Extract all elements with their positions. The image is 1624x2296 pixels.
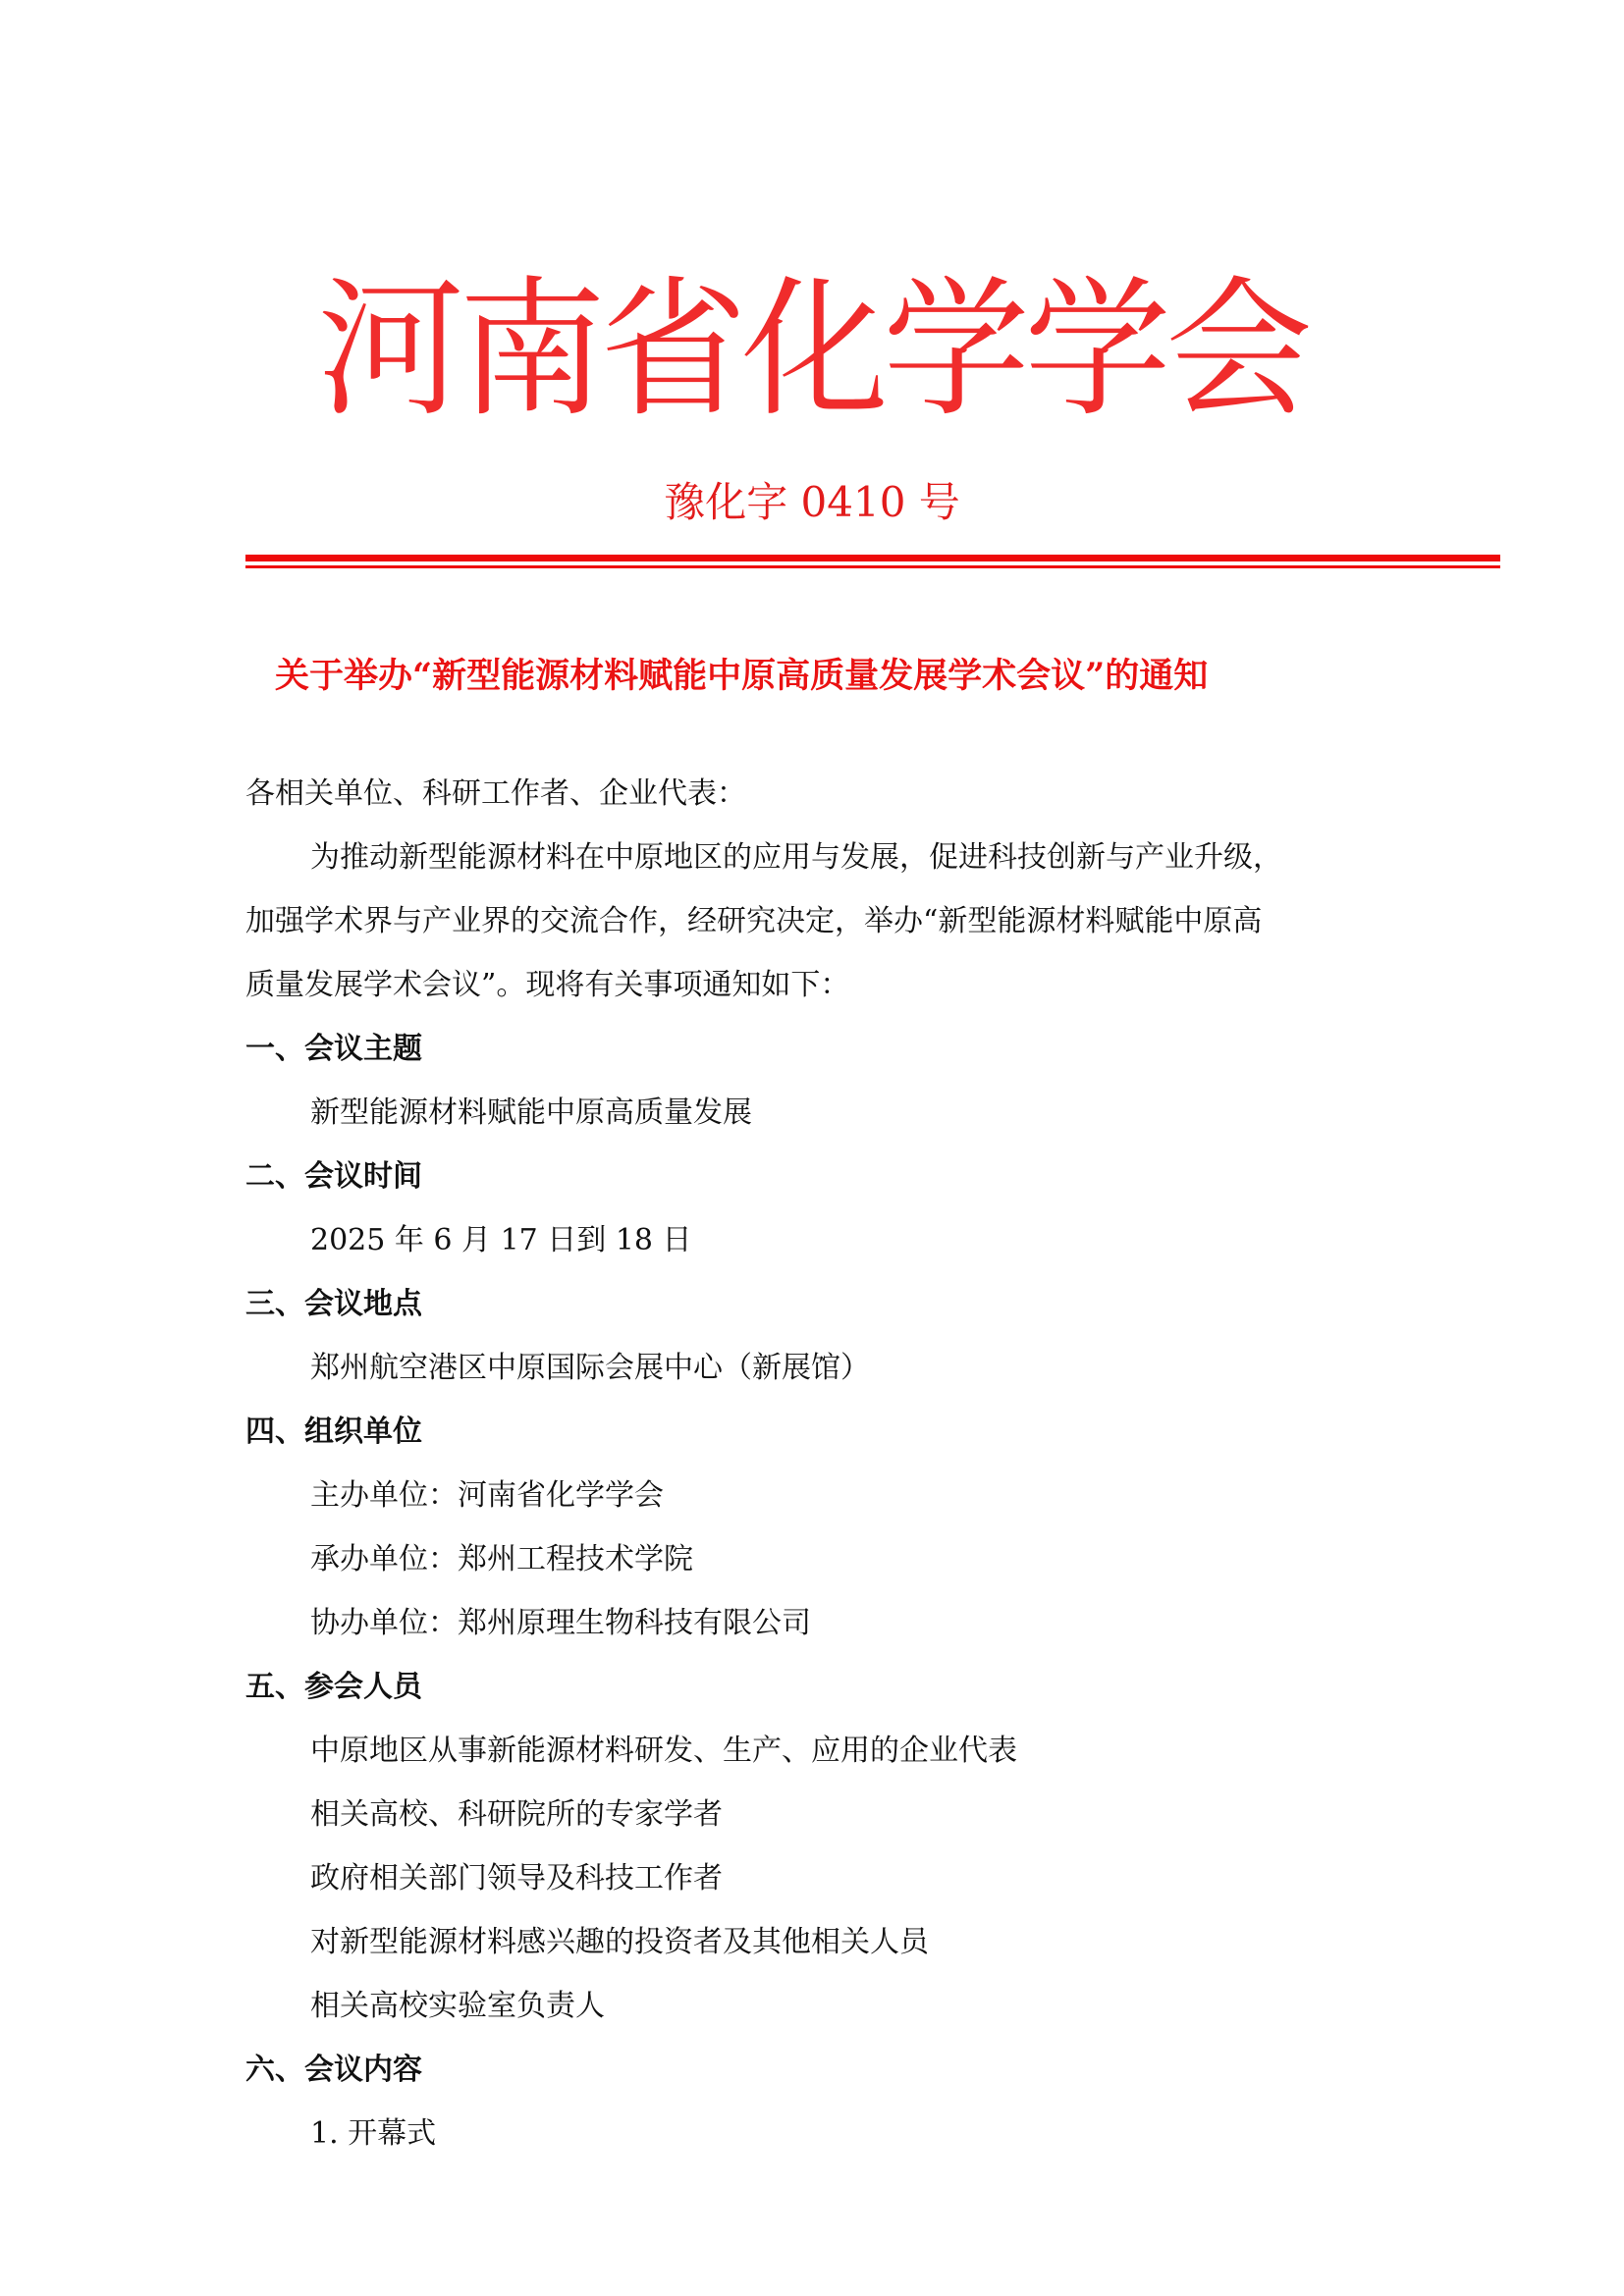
section-heading-content: 六、会议内容 xyxy=(245,2053,422,2087)
section-item: 相关高校实验室负责人 xyxy=(310,1989,605,2023)
organization-letterhead: 河南省化学学会 xyxy=(316,263,1307,438)
section-item: 政府相关部门领导及科技工作者 xyxy=(310,1861,723,1896)
section-heading-organizers: 四、组织单位 xyxy=(245,1415,422,1449)
section-heading-theme: 一、会议主题 xyxy=(245,1032,422,1066)
section-item: 新型能源材料赋能中原高质量发展 xyxy=(310,1095,752,1130)
document-body xyxy=(245,762,1404,2165)
notice-title: 关于举办“新型能源材料赋能中原高质量发展学术会议”的通知 xyxy=(275,656,1209,696)
section-heading-venue: 三、会议地点 xyxy=(245,1287,422,1321)
section-item: 1. 开幕式 xyxy=(310,2116,437,2151)
letterhead-divider-thin xyxy=(245,565,1500,568)
section-heading-time: 二、会议时间 xyxy=(245,1159,422,1194)
section-item: 相关高校、科研院所的专家学者 xyxy=(310,1797,723,1832)
intro-line-3: 质量发展学术会议”。现将有关事项通知如下： xyxy=(245,968,850,1002)
section-item: 中原地区从事新能源材料研发、生产、应用的企业代表 xyxy=(310,1734,1017,1768)
intro-line-2: 加强学术界与产业界的交流合作，经研究决定，举办“新型能源材料赋能中原高 xyxy=(245,904,1263,938)
section-heading-attendees: 五、参会人员 xyxy=(245,1670,422,1704)
section-item: 承办单位：郑州工程技术学院 xyxy=(310,1542,693,1576)
section-item: 主办单位：河南省化学学会 xyxy=(310,1478,664,1513)
document-number: 豫化字 0410 号 xyxy=(664,478,960,526)
section-item: 2025 年 6 月 17 日到 18 日 xyxy=(310,1223,692,1257)
letterhead-divider-thick xyxy=(245,555,1500,561)
section-item: 对新型能源材料感兴趣的投资者及其他相关人员 xyxy=(310,1925,929,1959)
salutation: 各相关单位、科研工作者、企业代表： xyxy=(245,776,746,811)
intro-line-1: 为推动新型能源材料在中原地区的应用与发展，促进科技创新与产业升级， xyxy=(310,840,1282,875)
section-item: 协办单位：郑州原理生物科技有限公司 xyxy=(310,1606,811,1640)
section-item: 郑州航空港区中原国际会展中心（新展馆） xyxy=(310,1351,870,1385)
